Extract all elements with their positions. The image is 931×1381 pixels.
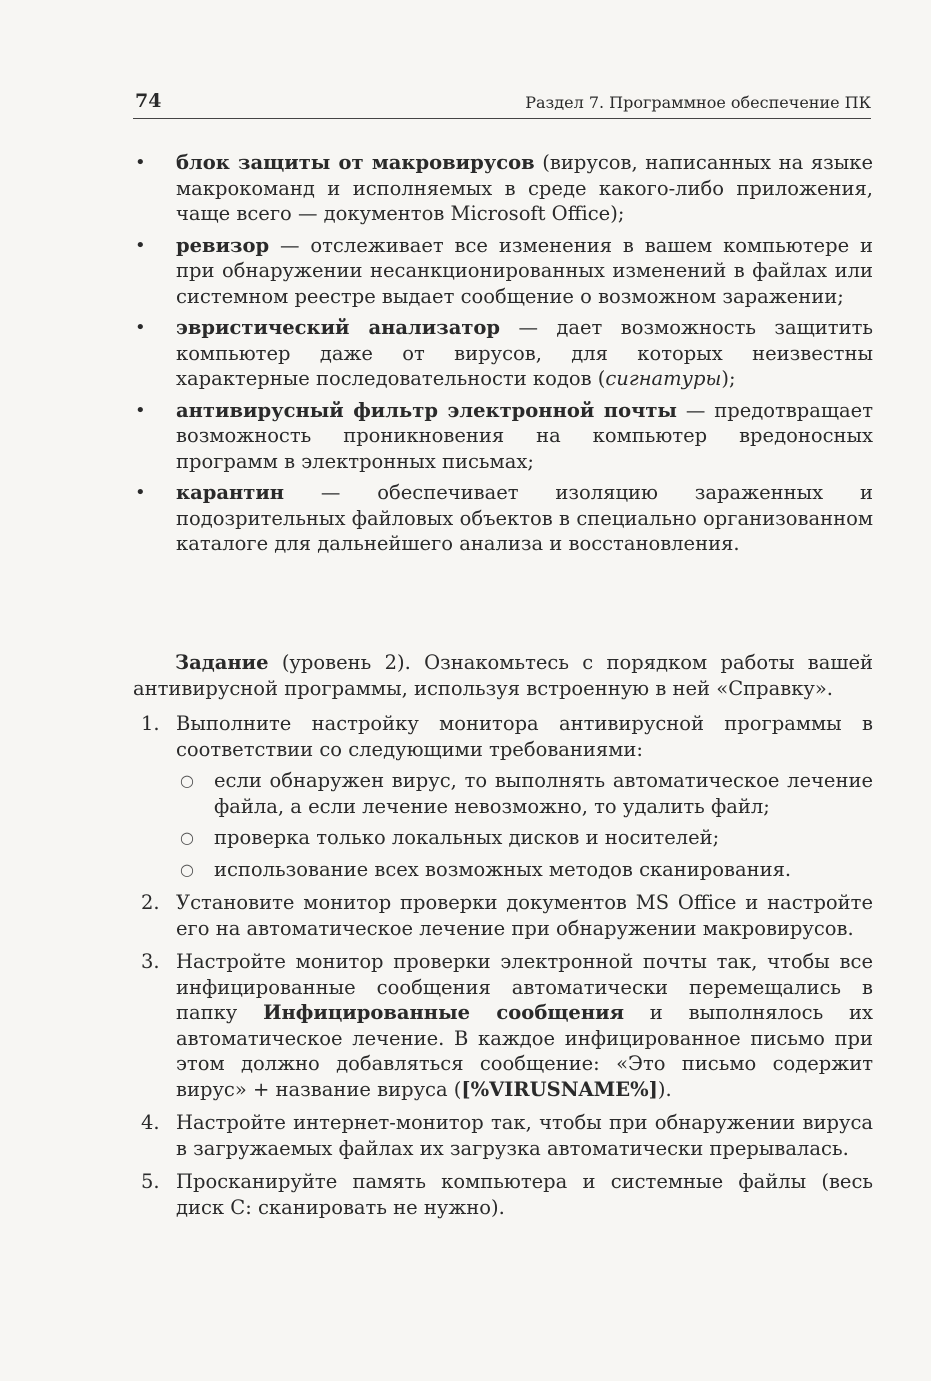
- bullet-icon: •: [135, 317, 146, 338]
- sub-item-text: использование всех возможных методов сканирования.: [214, 857, 792, 881]
- list-item: [133, 315, 873, 392]
- task-section: [133, 650, 873, 1228]
- numbered-item: [133, 1110, 873, 1161]
- term: ревизор: [176, 233, 270, 257]
- section-title: Раздел 7. Программное обеспечение ПК: [525, 93, 871, 112]
- item-text: — дает возможность защитить компьютер даже от вирусов, для которых неизвестны характерные последовательности кодов (: [176, 316, 873, 390]
- circle-bullet-icon: ○: [180, 771, 194, 790]
- sub-item-text: проверка только локальных дисков и носителей;: [214, 826, 720, 849]
- item-text-tail: );: [721, 367, 736, 390]
- list-item: [133, 480, 873, 557]
- numbered-item: [133, 949, 873, 1102]
- bullet-icon: •: [135, 482, 146, 503]
- circle-bullet-icon: ○: [180, 828, 194, 847]
- numbered-item: [133, 1169, 873, 1220]
- sub-list-item: [176, 768, 873, 819]
- page-header: [133, 88, 871, 119]
- bullet-list: [133, 150, 873, 563]
- item-number: 2.: [141, 891, 160, 914]
- sub-list-item: [176, 857, 873, 883]
- sub-list: [176, 768, 873, 882]
- item-text: — обеспечивает изоляцию зараженных и подозрительных файловых объектов в специально организованном каталоге для дальнейшего анализа и восстановления.: [176, 481, 873, 555]
- item-text: (вирусов, написанных на языке макрокоманд и исполняемых в среде какого-либо приложения, чаще всего — документов Microsoft Office);: [176, 151, 874, 225]
- sub-item-text: если обнаружен вирус, то выполнять автоматическое лечение файла, а если лечение невозможно, то удалить файл;: [214, 769, 873, 818]
- virus-name-macro: [%VIRUSNAME%]: [461, 1077, 658, 1101]
- folder-name: Инфицированные сообщения: [263, 1001, 624, 1024]
- page-number: 74: [135, 90, 162, 112]
- item-text: — отслеживает все изменения в вашем компьютере и при обнаружении несанкционированных изменений в файлах или системном реестре выдает сообщение о возможном заражении;: [176, 233, 873, 308]
- italic-term: сигнатуры: [605, 367, 722, 390]
- task-intro-text: (уровень 2). Ознакомьтесь с порядком работы вашей антивирусной программы, используя встроенную в ней «Справку».: [133, 651, 873, 700]
- item-number: 4.: [141, 1111, 160, 1134]
- list-item: [133, 398, 873, 475]
- numbered-item: [133, 890, 873, 941]
- item-number: 3.: [141, 950, 160, 973]
- term: блок защиты от макровирусов: [176, 151, 535, 174]
- item-text: — предотвращает возможность проникновения на компьютер вредоносных программ в электронных письмах;: [176, 398, 873, 473]
- item-text: Настройте интернет-монитор так, чтобы при обнаружении вируса в загружаемых файлах их загрузка автоматически прерывалась.: [176, 1111, 873, 1160]
- sub-list-item: [176, 825, 873, 851]
- term: карантин: [176, 481, 285, 504]
- item-number: 5.: [141, 1170, 160, 1193]
- term: эвристический анализатор: [176, 316, 501, 339]
- term: антивирусный фильтр электронной почты: [176, 398, 677, 422]
- item-text: и выполнялось их автоматическое лечение. В каждое инфицированное письмо при этом должно добавляться сообщение: «Это письмо содержит вирус» + название вируса (: [176, 1001, 873, 1101]
- bullet-icon: •: [135, 152, 146, 173]
- item-number: 1.: [141, 712, 160, 735]
- circle-bullet-icon: ○: [180, 859, 194, 879]
- item-text: Настройте монитор проверки электронной почты так, чтобы все инфицированные сообщения автоматически перемещались в папку: [176, 950, 873, 1024]
- bullet-icon: •: [135, 234, 146, 256]
- item-text: Установите монитор проверки документов MS Office и настройте его на автоматическое лечение при обнаружении макровирусов.: [176, 891, 873, 940]
- item-text: ).: [657, 1077, 672, 1101]
- item-text: Выполните настройку монитора антивирусной программы в соответствии со следующими требованиями:: [176, 712, 873, 761]
- bullet-icon: •: [135, 399, 146, 421]
- list-item: [133, 233, 873, 310]
- list-item: [133, 150, 873, 227]
- task-label: Задание: [175, 651, 269, 674]
- numbered-item: [133, 711, 873, 882]
- task-intro: [133, 650, 873, 701]
- item-text: Просканируйте память компьютера и системные файлы (весь диск C: сканировать не нужно).: [176, 1170, 873, 1219]
